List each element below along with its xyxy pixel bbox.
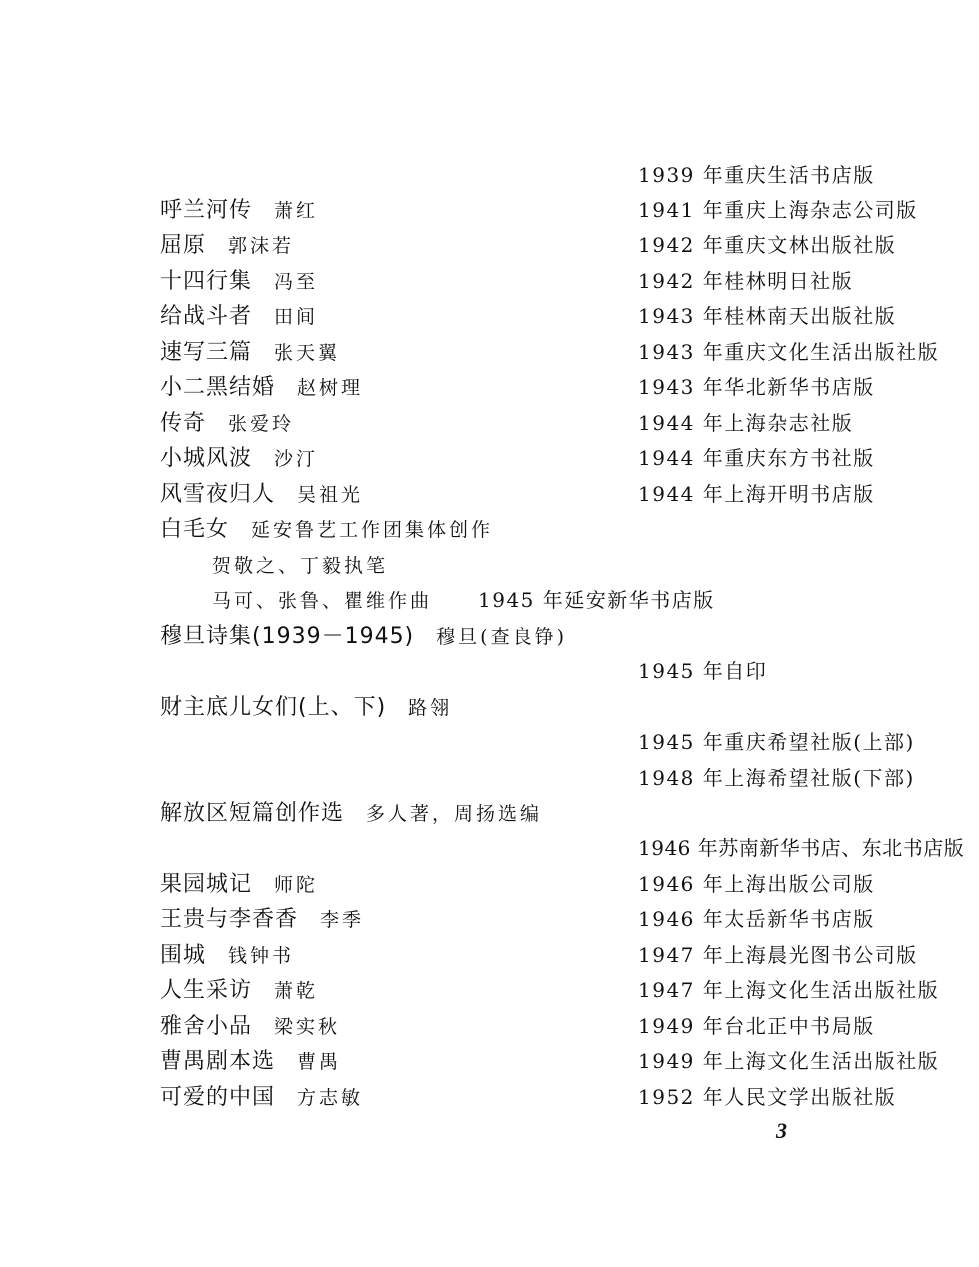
publication-info: 1943 年重庆文化生活出版社版 <box>638 340 940 364</box>
work-author: 路翎 <box>408 697 453 719</box>
publication-info: 1948 年上海希望社版(下部) <box>638 766 915 790</box>
entry-row <box>160 440 875 476</box>
entry-row <box>160 937 918 973</box>
entry-row <box>160 511 493 547</box>
work-author: 贺敬之、丁毅执笔 <box>212 555 389 577</box>
work-author: 吴祖光 <box>297 484 364 506</box>
work-title: 速写三篇 <box>160 340 253 365</box>
work-title: 王贵与李香香 <box>160 907 299 932</box>
work-author: 师陀 <box>274 874 319 896</box>
publication-info: 1946 年苏南新华书店、东北书店版 <box>638 836 965 860</box>
entry-row <box>160 1043 940 1079</box>
entry-row-continued <box>190 582 715 618</box>
work-author: 多人著，周扬选编 <box>366 803 543 825</box>
publication-info: 1945 年延安新华书店版 <box>478 588 715 612</box>
entry-row <box>160 405 854 441</box>
work-author: 延安鲁艺工作团集体创作 <box>251 519 494 541</box>
work-title: 屈原 <box>160 233 207 258</box>
work-title: 传奇 <box>160 411 207 436</box>
work-author: 张天翼 <box>274 342 341 364</box>
work-author: 张爱玲 <box>228 413 295 435</box>
entry-row <box>160 369 875 405</box>
entry-row <box>160 901 875 937</box>
work-title: 解放区短篇创作选 <box>160 801 345 826</box>
publication-info: 1939 年重庆生活书店版 <box>638 163 875 187</box>
work-title: 财主底儿女们(上、下) <box>160 695 387 720</box>
entry-row <box>160 795 542 831</box>
publication-info: 1949 年上海文化生活出版社版 <box>638 1049 940 1073</box>
work-author: 沙汀 <box>274 448 319 470</box>
entry-row <box>160 1008 875 1044</box>
publication-info: 1949 年台北正中书局版 <box>638 1014 875 1038</box>
publication-info: 1942 年桂林明日社版 <box>638 269 854 293</box>
work-author: 马可、张鲁、瞿维作曲 <box>212 590 433 612</box>
entry-row <box>160 263 854 299</box>
work-title: 白毛女 <box>160 517 230 542</box>
entry-row <box>160 972 940 1008</box>
publication-info: 1944 年上海杂志社版 <box>638 411 854 435</box>
work-author: 冯至 <box>274 271 319 293</box>
page-number: 3 <box>776 1118 787 1143</box>
work-author: 方志敏 <box>297 1087 364 1109</box>
work-title: 围城 <box>160 943 207 968</box>
entry-row <box>160 689 452 725</box>
work-title: 穆旦诗集(1939－1945) <box>160 624 415 649</box>
entry-row <box>160 334 940 370</box>
work-author: 李季 <box>320 909 365 931</box>
publication-info: 1944 年上海开明书店版 <box>638 482 875 506</box>
publication-info: 1944 年重庆东方书社版 <box>638 446 875 470</box>
work-author: 曹禺 <box>297 1051 342 1073</box>
work-title: 小二黑结婚 <box>160 375 276 400</box>
publication-info: 1943 年华北新华书店版 <box>638 375 875 399</box>
publication-info: 1946 年上海出版公司版 <box>638 872 875 896</box>
work-title: 人生采访 <box>160 978 253 1003</box>
work-author: 穆旦(查良铮) <box>436 626 567 648</box>
work-author: 郭沫若 <box>228 235 295 257</box>
publication-info: 1952 年人民文学出版社版 <box>638 1085 897 1109</box>
entry-row <box>160 618 567 654</box>
work-title: 呼兰河传 <box>160 198 253 223</box>
work-title: 给战斗者 <box>160 304 253 329</box>
work-author: 田间 <box>274 306 319 328</box>
entry-row <box>160 1079 897 1115</box>
work-title: 雅舍小品 <box>160 1014 253 1039</box>
publication-info: 1945 年自印 <box>638 659 768 683</box>
publication-info: 1945 年重庆希望社版(上部) <box>638 730 915 754</box>
entry-row <box>160 227 897 263</box>
publication-info: 1943 年桂林南天出版社版 <box>638 304 897 328</box>
entry-row-continued <box>190 547 388 583</box>
work-author: 赵树理 <box>297 377 364 399</box>
entry-row <box>160 476 875 512</box>
work-author: 梁实秋 <box>274 1016 341 1038</box>
work-author: 萧红 <box>274 200 319 222</box>
entry-row <box>160 192 918 228</box>
work-title: 风雪夜归人 <box>160 482 276 507</box>
work-title: 可爱的中国 <box>160 1085 276 1110</box>
publication-info: 1942 年重庆文林出版社版 <box>638 233 897 257</box>
publication-info: 1947 年上海晨光图书公司版 <box>638 943 918 967</box>
publication-info: 1947 年上海文化生活出版社版 <box>638 978 940 1002</box>
work-title: 小城风波 <box>160 446 253 471</box>
publication-info: 1946 年太岳新华书店版 <box>638 907 875 931</box>
work-author: 钱钟书 <box>228 945 295 967</box>
work-title: 果园城记 <box>160 872 253 897</box>
entry-row <box>160 866 875 902</box>
entry-row <box>160 298 897 334</box>
publication-info: 1941 年重庆上海杂志公司版 <box>638 198 918 222</box>
work-author: 萧乾 <box>274 980 319 1002</box>
work-title: 曹禺剧本选 <box>160 1049 276 1074</box>
work-title: 十四行集 <box>160 269 253 294</box>
